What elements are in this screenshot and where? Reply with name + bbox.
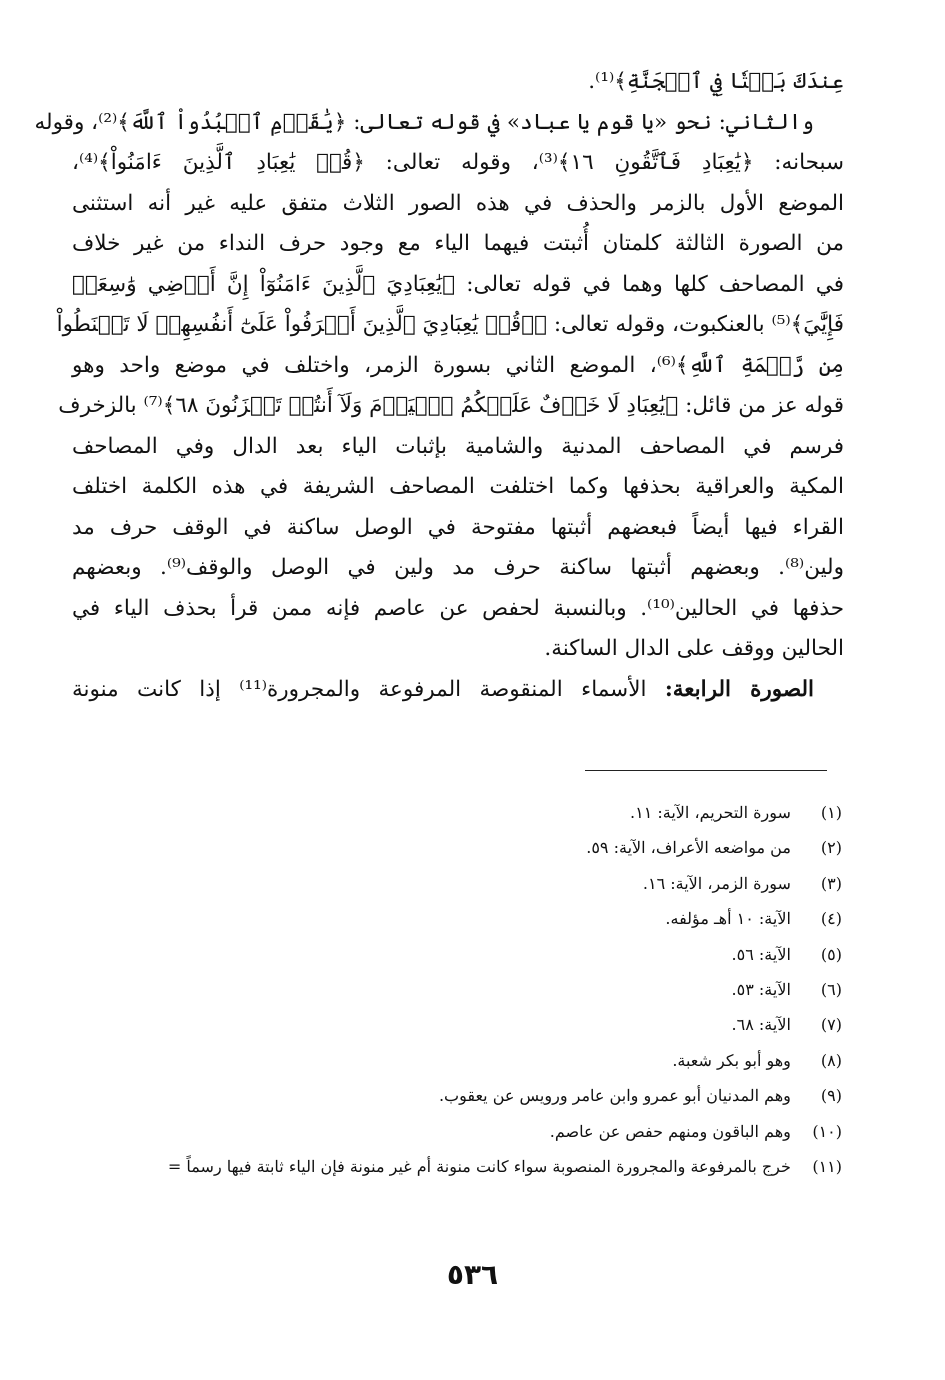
footnote-text: الآية: ١٠ أهـ مؤلفه.: [665, 909, 791, 929]
footnote-number: (٢): [820, 838, 842, 858]
footnote-text: سورة التحريم، الآية: ١١.: [630, 803, 791, 822]
footnote: [100, 1114, 842, 1149]
text-line: مِن رَّحۡمَةِ ٱللَّهِ﴾⁽⁶⁾، الموضع الثاني بسورة الزمر، واختلف في موضع واحد وهو: [72, 352, 844, 378]
text-line: الحالين ووقف على الدال الساكنة.: [544, 636, 844, 661]
main-text: [34, 62, 844, 710]
section-heading-line: [72, 670, 844, 711]
text-line: فرسم في المصاحف المدنية والشامية بإثبات الياء بعد الدال وفي المصاحف: [72, 433, 844, 459]
footnote: [100, 1149, 842, 1184]
footnote-text: الآية: ٥٦.: [731, 944, 791, 964]
footnote-number: (٧): [820, 1015, 842, 1035]
footnote-text: الآية: ٥٣.: [731, 979, 791, 999]
footnote-separator: [585, 770, 827, 771]
footnote-text: وهم المدنيان أبو عمرو وابن عامر ورويس عن يعقوب.: [438, 1086, 791, 1106]
text-line: فَإِيَّٰيَ﴾⁽⁵⁾ بالعنكبوت، وقوله تعالى: ﴿۞قُلۡ يَٰعِبَادِيَ ٱلَّذِينَ أَسۡرَفُواْ عَلَىٰٓ أَنفُسِهِمۡ لَا تَقۡنَطُواْ: [56, 312, 844, 337]
text-line: سبحانه: ﴿يَٰعِبَادِ فَٱتَّقُونِ ١٦﴾⁽³⁾، وقوله تعالى: ﴿قُلۡ يَٰعِبَادِ ٱلَّذِينَ ءَامَنُواْ﴾⁽⁴⁾،: [72, 150, 844, 175]
text-line: المكية والعراقية بحذفها وكما اختلفت المصاحف الشريفة في هذه الكلمة اختلف: [72, 474, 844, 499]
footnotes: [100, 795, 842, 1184]
footnote-number: (١١): [812, 1156, 842, 1176]
text-line: الموضع الأول بالزمر والحذف في هذه الصور الثلاث متفق عليه غير أنه استثنى: [72, 190, 844, 216]
section-heading-text: الأسماء المنقوصة المرفوعة والمجرورة⁽¹¹⁾ إذا كانت منونة: [72, 676, 665, 702]
footnote: [100, 937, 842, 972]
footnote: [100, 901, 842, 936]
footnote: [100, 795, 842, 830]
footnote-number: (٨): [820, 1050, 842, 1070]
text-line: حذفها في الحالين⁽¹⁰⁾. وبالنسبة لحفص عن عاصم فإنه ممن قرأ بحذف الياء في: [72, 595, 844, 621]
section-heading: الصورة الرابعة:: [664, 676, 814, 702]
page-number: ٥٣٦: [446, 1258, 499, 1291]
footnote: [100, 866, 842, 901]
footnote-number: (٦): [820, 979, 842, 999]
text-line: القراء فيها أيضاً فبعضهم أثبتها مفتوحة في الوصل ساكنة في الوقف حرف مد: [72, 514, 844, 540]
footnote-number: (١٠): [812, 1121, 842, 1141]
text-line: ولين⁽⁸⁾. وبعضهم أثبتها ساكنة حرف مد ولين في الوصل والوقف⁽⁹⁾. وبعضهم: [72, 555, 844, 580]
footnote-text: سورة الزمر، الآية: ١٦.: [642, 873, 791, 893]
text-line: عِندَكَ بَيۡتٗا فِي ٱلۡجَنَّةِ﴾⁽¹⁾.: [588, 69, 844, 94]
footnote-text: الآية: ٦٨.: [731, 1015, 791, 1035]
footnote: [100, 972, 842, 1007]
footnote-number: (٩): [820, 1086, 842, 1106]
footnote-text: خرج بالمرفوعة والمجرورة المنصوبة سواء كانت منونة أم غير منونة فإن الياء ثابتة فيها رسماً =: [167, 1156, 791, 1176]
footnote-number: (٤): [820, 909, 842, 929]
footnote-text: من مواضعه الأعراف، الآية: ٥٩.: [586, 838, 791, 858]
footnote-text: وهم الباقون ومنهم حفص عن عاصم.: [549, 1121, 791, 1141]
footnote: [100, 1078, 842, 1113]
footnote-number: (٣): [820, 873, 842, 893]
footnote-number: (٥): [820, 944, 842, 964]
footnote: [100, 1043, 842, 1078]
text-line: في المصاحف كلها وهما في قوله تعالى: ﴿يَٰعِبَادِيَ ٱلَّذِينَ ءَامَنُوٓاْ إِنَّ أَرۡضِي وَٰسِعَةٞ: [72, 271, 844, 297]
text-line: والثاني: نحو «يا قوم يا عباد» في قوله تعالى: ﴿يَٰقَوۡمِ ٱعۡبُدُواْ ٱللَّهَ﴾⁽²⁾، وقوله: [34, 109, 814, 135]
footnote: [100, 830, 842, 865]
footnote-number: (١): [820, 803, 842, 822]
footnote: [100, 1007, 842, 1042]
text-line: من الصورة الثالثة كلمتان أُثبتت فيهما الياء مع وجود حرف النداء من غير خلاف: [72, 231, 844, 256]
text-line: قوله عز من قائل: ﴿يَٰعِبَادِ لَا خَوۡفٌ عَلَيۡكُمُ ٱلۡيَوۡمَ وَلَآ أَنتُمۡ تَحۡزَنُونَ ٦٨﴾⁽⁷⁾ بالزخرف: [58, 393, 844, 418]
footnote-text: وهو أبو بكر شعبة.: [672, 1050, 791, 1070]
